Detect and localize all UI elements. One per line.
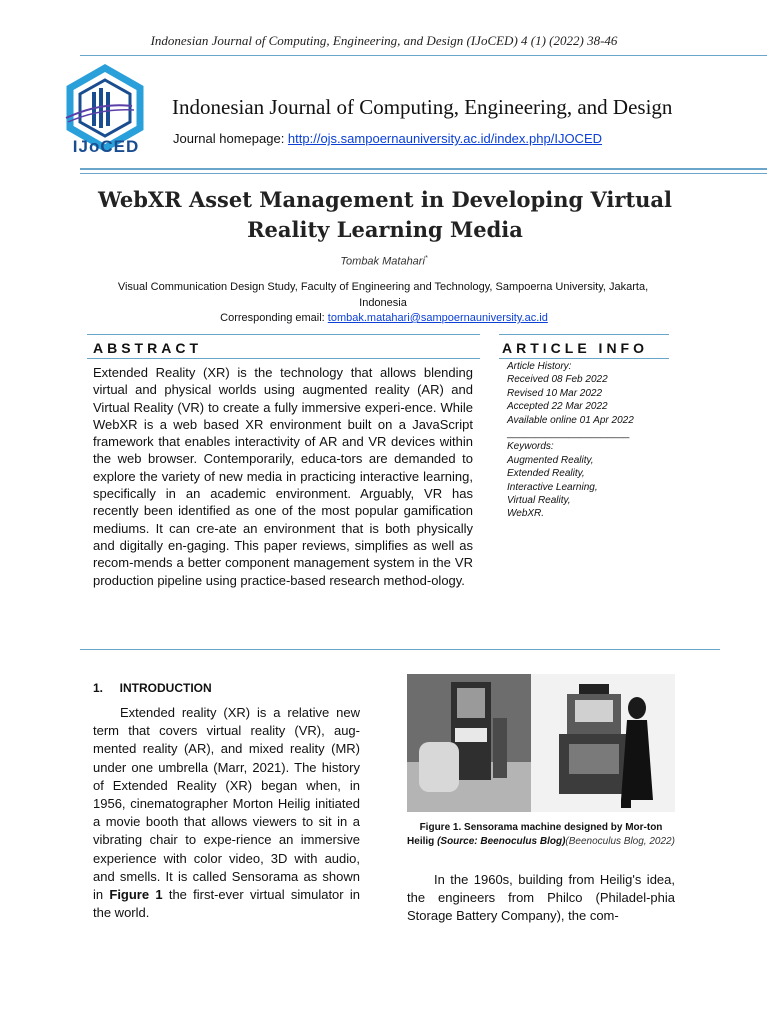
history-online: Available online 01 Apr 2022: [507, 414, 634, 426]
caption-citation: (Beenoculus Blog, 2022): [565, 835, 675, 847]
keyword-item: Virtual Reality,: [507, 495, 571, 507]
keyword-item: Interactive Learning,: [507, 481, 598, 493]
masthead-rule-top: [80, 168, 767, 170]
intro-text-end: the first-ever virtual simulator in the world.: [93, 887, 360, 921]
keyword-item: Extended Reality,: [507, 468, 585, 480]
keyword-item: WebXR.: [507, 508, 545, 520]
journal-homepage: [173, 131, 602, 146]
abstract-heading: ABSTRACT: [93, 340, 202, 356]
caption-source: (Source: Beenoculus Blog): [437, 835, 566, 847]
figure-caption: [407, 821, 675, 848]
history-label: Article History:: [507, 361, 572, 372]
article-info-heading: ARTICLE INFO: [502, 340, 648, 356]
homepage-label: Journal homepage:: [173, 131, 288, 146]
keywords-label: Keywords:: [507, 441, 554, 453]
abstract-rule-bottom: [87, 358, 480, 359]
sensorama-photo: [407, 674, 675, 812]
abstract-text: Extended Reality (XR) is the technology that allows blending virtual and physical worlds using augmented reality (AR) and Virtual Reality (VR) to create a fully immersive experi-ence. While WebXR is a web based XR environment built on a JavaScript framework that enables interactivity of AR and VR devices within the web browser. Contemporarily, educa-tors are demanded to explore the variety of new media in practicing interactive learning, specifically in an academic environment. Arguably, VR has recently been identified as one of the most popular gamification mediums. It can cre-ate an environment that is both physically and digitally en-gaging. This paper reviews, simplifies as well as recom-mends a better component management system in the VR production pipeline using practice-based research method-ology.: [93, 365, 473, 588]
corresponding-email: [0, 312, 768, 324]
info-divider: ______________________: [507, 428, 630, 440]
homepage-link[interactable]: http://ojs.sampoernauniversity.ac.id/index.php/IJOCED: [287, 131, 602, 146]
info-rule-bottom: [499, 358, 669, 359]
history-revised: Revised 10 Mar 2022: [507, 387, 603, 399]
caption-title: Figure 1. Sensorama machine designed by Mor-ton Heilig: [407, 822, 663, 847]
second-column-paragraph: [407, 871, 675, 926]
journal-name: Indonesian Journal of Computing, Engineering, and Design: [172, 95, 673, 119]
col2-text: In the 1960s, building from Heilig's idea, the engineers from Philco (Philadel-phia Storage Battery Company), the com-: [407, 872, 675, 924]
email-label: Corresponding email:: [220, 312, 328, 324]
introduction-paragraph: [93, 704, 360, 922]
keyword-item: Augmented Reality,: [507, 454, 594, 466]
info-rule-top: [499, 334, 669, 335]
abstract-rule-top: [87, 334, 480, 335]
masthead-rule-bottom: [80, 173, 767, 174]
email-link[interactable]: tombak.matahari@sampoernauniversity.ac.id: [327, 312, 548, 324]
author-name: Tombak Matahari: [340, 255, 425, 268]
logo-text: IJoCED: [72, 137, 140, 156]
figure-reference[interactable]: Figure 1: [109, 887, 163, 903]
section-divider: [80, 649, 720, 650]
article-history: [507, 360, 677, 521]
history-accepted: Accepted 22 Mar 2022: [507, 401, 608, 413]
author-mark: *: [424, 255, 428, 262]
running-header: Indonesian Journal of Computing, Engineering, and Design (IJoCED) 4 (1) (2022) 38-46: [150, 33, 618, 48]
introduction-heading: 1. INTRODUCTION: [93, 681, 212, 695]
intro-text-start: Extended reality (XR) is a relative new term that covers virtual reality (VR), aug-mented reality (AR), and mixed reality (MR) under one umbrella (Marr, 2021). The history of Extended Reality (XR) began when, in 1956, cinematographer Morton Heilig initiated a movie booth that allows viewers to sit in a vibrating chair to expe-rience an immersive experience with color video, 3D with audio, and smells. It is called Sensorama as shown in: [93, 705, 360, 903]
author: [0, 255, 768, 268]
affiliation: Visual Communication Design Study, Faculty of Engineering and Technology, Sampoerna University, Jakarta, Indonesia: [117, 281, 649, 309]
article-title: WebXR Asset Management in Developing Virtual Reality Learning Media: [97, 187, 673, 242]
history-received: Received 08 Feb 2022: [507, 374, 608, 386]
header-rule: [80, 55, 767, 56]
